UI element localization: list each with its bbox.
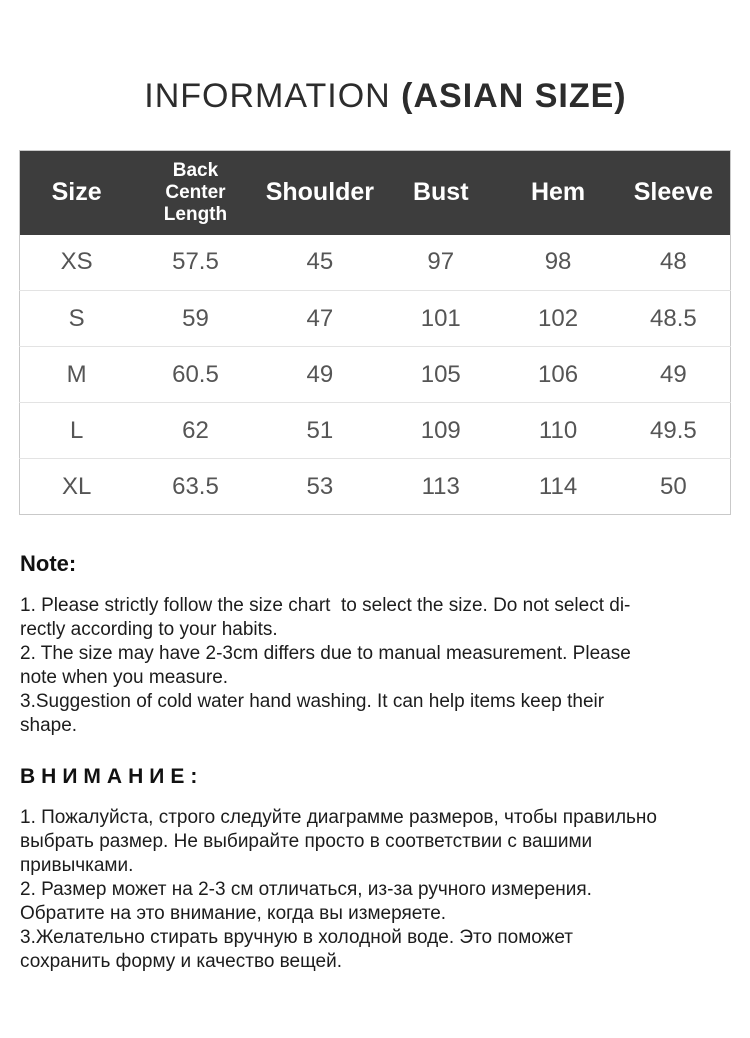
attention-heading: ВНИМАНИЕ: [20,765,204,788]
cell-value: 59 [133,291,257,347]
page-title-bold: (ASIAN SIZE) [401,77,627,115]
note-text [20,594,730,738]
attention-line: привычками. [20,855,134,876]
cell-value: 98 [544,248,572,276]
attention-line: 2. Размер может на 2-3 см отличаться, из-за ручного измерения. [20,879,592,900]
page-title-regular: INFORMATION [144,77,402,115]
cell-value: 109 [382,403,499,459]
table-row-l [20,403,731,459]
note-line: rectly according to your habits. [20,619,278,640]
note-heading: Note: [20,551,77,576]
table-row-xs [20,235,731,291]
cell-value: 114 [499,459,616,515]
attention-line: 3.Желательно стирать вручную в холодной воде. Это поможет [20,927,574,948]
table-row-s [20,291,731,347]
size-table [19,150,731,515]
cell-value: 50 [617,459,731,515]
size-table-container [19,150,731,515]
cell-value: 62 [133,403,257,459]
cell-size-label: XL [20,459,134,515]
header-cell-sleeve: Sleeve [617,151,731,235]
header-cell-bust: Bust [382,151,499,235]
note-section [20,551,730,738]
table-row-m [20,347,731,403]
header-cell-size: Size [20,151,134,235]
note-line: note when you measure. [20,667,229,688]
cell-value: 97 [427,248,455,276]
cell-value: 45 [306,248,334,276]
cell-value: 101 [382,291,499,347]
cell-value: 110 [499,403,616,459]
attention-line: выбрать размер. Не выбирайте просто в соответствии с вашими [20,831,593,852]
cell-size-label: L [20,403,134,459]
cell-value: 53 [258,459,382,515]
cell-value: 48 [660,248,687,276]
attention-line: Обратите на это внимание, когда вы измеряете. [20,903,447,924]
size-table-header-row [20,151,731,235]
cell-value: 113 [382,459,499,515]
cell-value: 60.5 [133,347,257,403]
attention-line: 1. Пожалуйста, строго следуйте диаграмме размеров, чтобы правильно [20,807,657,828]
cell-value: 49 [617,347,731,403]
cell-value: 48.5 [617,291,731,347]
note-line: 2. The size may have 2-3cm differs due to manual measurement. Please [20,643,631,664]
attention-text [20,806,730,974]
cell-value: 105 [382,347,499,403]
header-cell-back-center-length: Back Center Length [133,151,257,235]
page-title [0,38,750,116]
table-row-xl [20,459,731,515]
cell-size-label: M [20,347,134,403]
cell-size-label: XS [60,248,93,276]
note-line: 1. Please strictly follow the size chart to select the size. Do not select di- [20,595,631,616]
header-cell-hem: Hem [499,151,616,235]
cell-size-label: S [20,291,134,347]
note-line: shape. [20,715,78,736]
cell-value: 51 [258,403,382,459]
header-cell-shoulder: Shoulder [258,151,382,235]
cell-value: 49.5 [617,403,731,459]
cell-value: 49 [258,347,382,403]
cell-value: 63.5 [133,459,257,515]
note-line: 3.Suggestion of cold water hand washing. It can help items keep their [20,691,605,712]
cell-value: 47 [258,291,382,347]
cell-value: 102 [499,291,616,347]
cell-value: 57.5 [172,248,219,276]
cell-value: 106 [499,347,616,403]
attention-line: сохранить форму и качество вещей. [20,951,342,972]
attention-section [20,765,730,974]
